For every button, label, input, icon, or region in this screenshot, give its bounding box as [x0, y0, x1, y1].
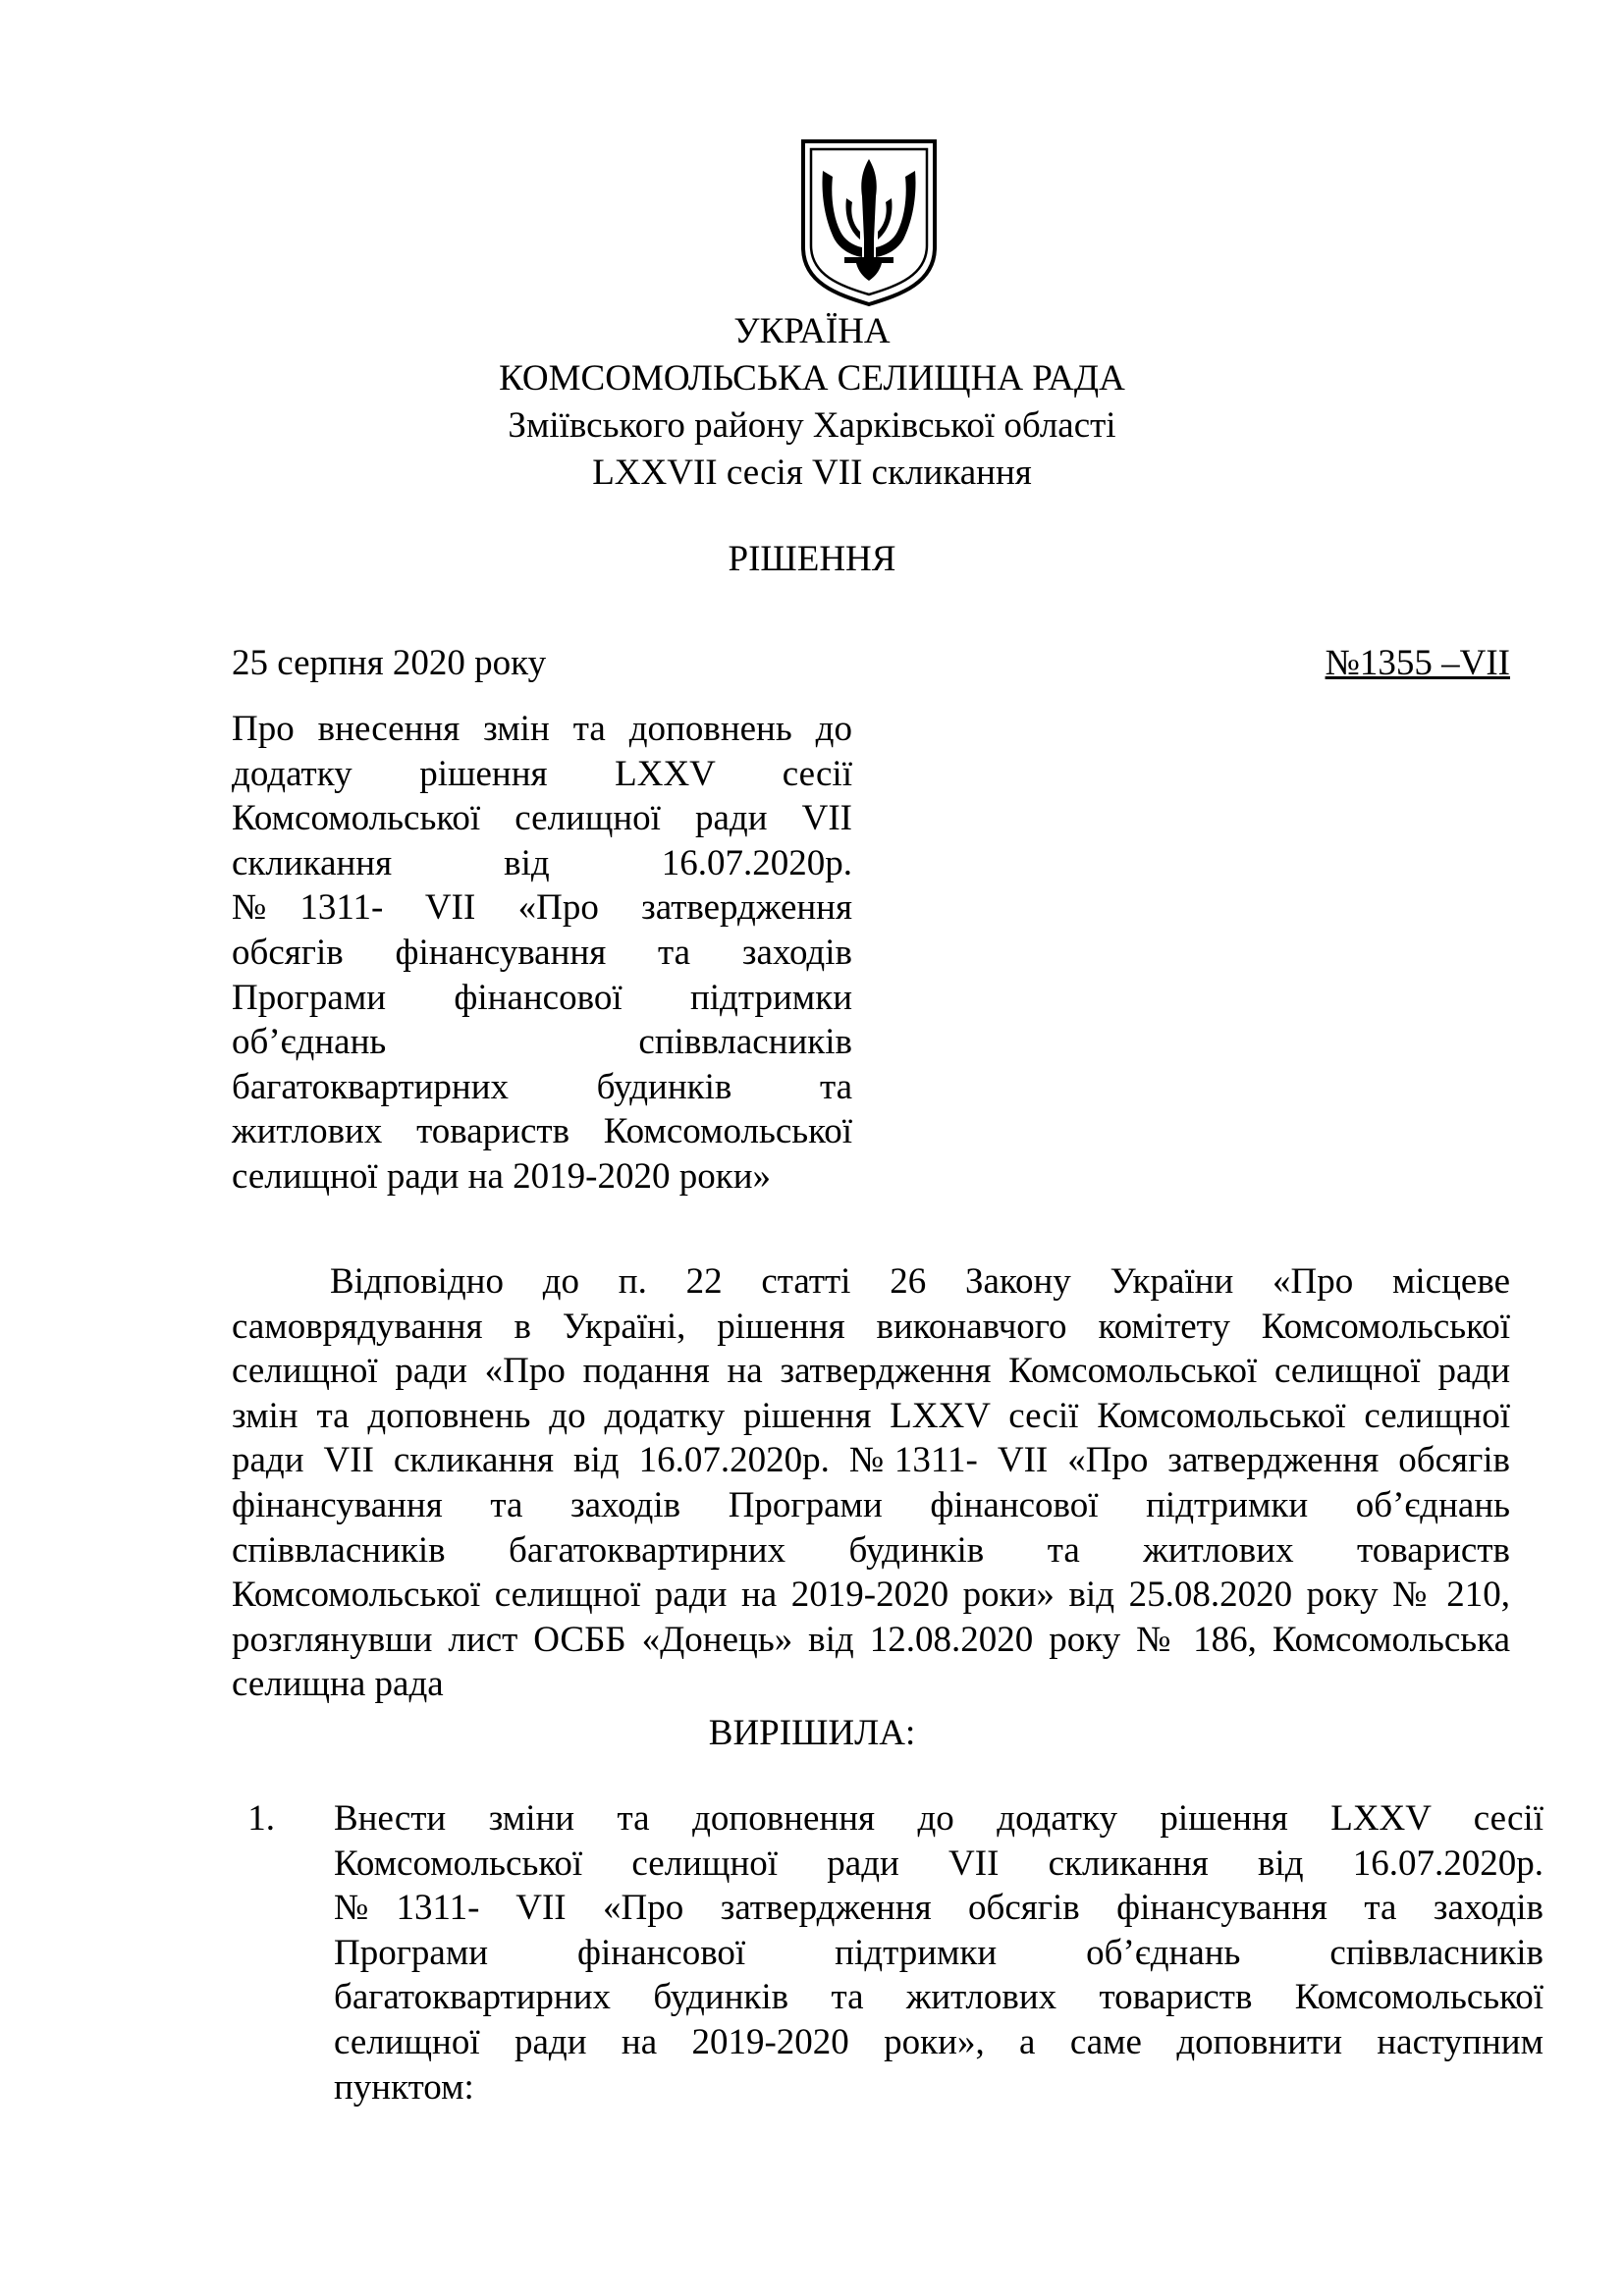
subject-line: Комсомольської селищної ради VII [232, 798, 852, 839]
decided-heading: ВИРІШИЛА: [708, 1713, 916, 1753]
preamble-line: фінансування та заходів Програми фінансової підтримки об’єднань [232, 1484, 1510, 1525]
preamble-line: співвласників багатоквартирних будинків та житлових товариств [232, 1529, 1510, 1571]
preamble-line: ради VII скликання від 16.07.2020р. №1311- VII «Про затвердження обсягів [232, 1440, 1510, 1481]
header-council: КОМСОМОЛЬСЬКА СЕЛИЩНА РАДА [499, 358, 1125, 399]
subject-line: селищної ради на 2019-2020 роки» [232, 1155, 772, 1197]
decision-number: №1355 –VII [1325, 643, 1510, 683]
decision-item-number: 1. [247, 1798, 275, 1839]
preamble-line: розглянувши лист ОСББ «Донець» від 12.08.2020 року № 186, Комсомольська [232, 1619, 1510, 1660]
header-session: LXXVII сесія VII скликання [592, 453, 1032, 493]
subject-line: Програми фінансової підтримки [232, 977, 852, 1018]
subject-line: житлових товариств Комсомольської [232, 1111, 852, 1152]
subject-line: скликання від 16.07.2020р. [232, 842, 852, 883]
subject-line: додатку рішення LXXV сесії [232, 753, 852, 794]
subject-line: багатоквартирних будинків та [232, 1066, 852, 1107]
preamble-line: самоврядування в Україні, рішення виконавчого комітету Комсомольської [232, 1306, 1510, 1347]
preamble-line: селищної ради «Про подання на затвердження Комсомольської селищної ради [232, 1351, 1510, 1392]
subject-line: об’єднань співвласників [232, 1022, 852, 1063]
document-type-title: РІШЕННЯ [728, 539, 896, 579]
decision-item-line: Програми фінансової підтримки об’єднань співвласників [334, 1932, 1543, 1973]
decision-item-line: пунктом: [334, 2066, 474, 2108]
decision-item-line: Внести зміни та доповнення до додатку рішення LXXV сесії [334, 1798, 1543, 1839]
subject-line: обсягів фінансування та заходів [232, 932, 852, 973]
preamble-line: Комсомольської селищної ради на 2019-2020 роки» від 25.08.2020 року № 210, [232, 1575, 1510, 1616]
header-country: УКРАЇНА [733, 311, 891, 351]
preamble-line: змін та доповнень до додатку рішення LXXV сесії Комсомольської селищної [232, 1395, 1510, 1436]
decision-item [247, 1796, 1543, 2109]
subject-line: Про внесення змін та доповнень до [232, 709, 852, 749]
decision-item-line: Комсомольської селищної ради VII скликання від 16.07.2020р. [334, 1842, 1543, 1884]
trident-coat-of-arms-icon [799, 137, 939, 306]
decision-item-line: багатоквартирних будинків та житлових товариств Комсомольської [334, 1977, 1543, 2018]
decision-subject [232, 707, 852, 1200]
header-district: Зміївського району Харківської області [508, 405, 1116, 446]
decision-item-body [334, 1796, 1543, 2109]
decision-item-line: №1311- VII «Про затвердження обсягів фінансування та заходів [334, 1888, 1543, 1929]
preamble-line: Відповідно до п. 22 статті 26 Закону України «Про місцеве [330, 1261, 1510, 1302]
subject-line: №1311- VII «Про затвердження [232, 887, 852, 929]
decision-item-line: селищної ради на 2019-2020 роки», а саме доповнити наступним [334, 2021, 1543, 2062]
decision-date: 25 серпня 2020 року [232, 643, 547, 683]
preamble-line: селищна рада [232, 1664, 444, 1705]
preamble-paragraph [232, 1259, 1510, 1707]
